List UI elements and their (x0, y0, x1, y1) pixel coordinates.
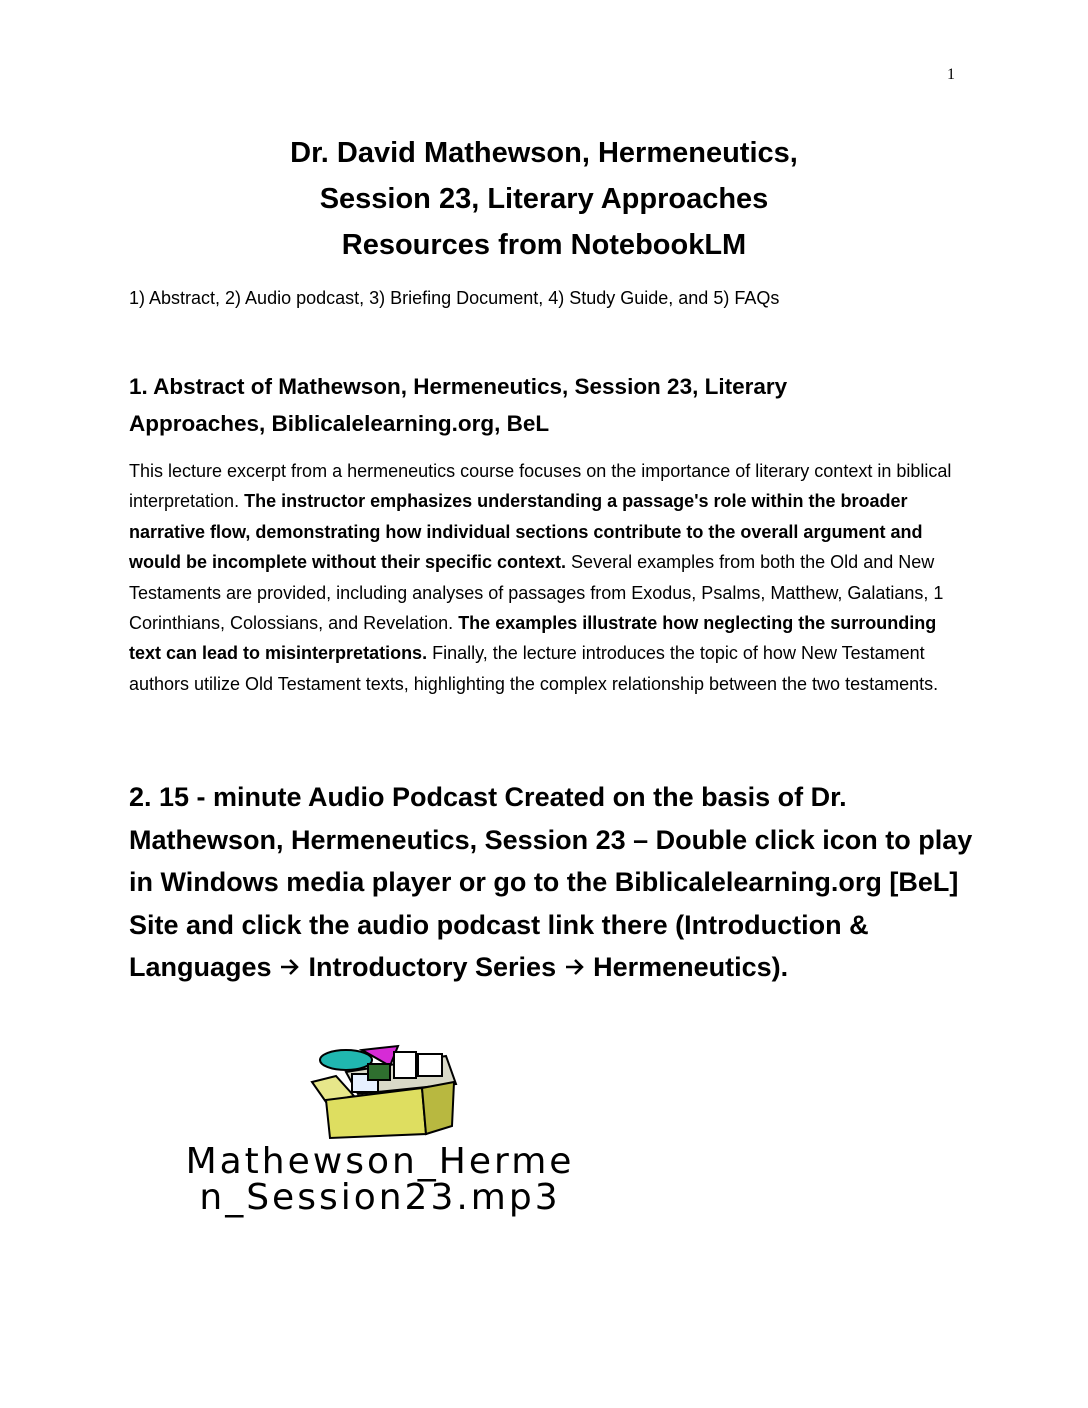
package-icon[interactable] (306, 1044, 466, 1140)
title-line-2: Session 23, Literary Approaches (319, 183, 769, 215)
arrow-right-icon (564, 956, 586, 978)
file-label-line-1: Mathewson_Herme (185, 1141, 575, 1182)
podcast-heading-text-3: Hermeneutics). (585, 952, 789, 982)
document-title (100, 130, 988, 268)
abstract-heading: 1. Abstract of Mathewson, Hermeneutics, Session 23, Literary Approaches, Biblicalelearning.org, BeL (129, 374, 788, 436)
file-label-line-2: n_Session23.mp3 (199, 1177, 561, 1218)
podcast-heading-text-2: Introductory Series (301, 952, 564, 982)
abstract-bold-2: The examples illustrate how neglecting the surrounding text can lead to misinterpretations. (129, 613, 937, 664)
contents-line: 1) Abstract, 2) Audio podcast, 3) Briefing Document, 4) Study Guide, and 5) FAQs (129, 288, 780, 308)
abstract-bold-1: The instructor emphasizes understanding a passage's role within the broader narrative flow, demonstrating how individual sections contribute to the overall argument and would be incomplete without their specific context. (129, 491, 923, 573)
abstract-text-1: This lecture excerpt from a hermeneutics course focuses on the importance of literary context in biblical interpretation. (129, 461, 952, 512)
title-line-1: Dr. David Mathewson, Hermeneutics, (290, 137, 798, 169)
podcast-heading-text-1: 2. 15 - minute Audio Podcast Created on the basis of Dr. Mathewson, Hermeneutics, Session 23 – Double click icon to play in Windows media player or go to the Biblicalelearning.org [BeL] Site and click the audio podcast link there (Introduction & Languages (129, 782, 973, 982)
abstract-paragraph (129, 456, 959, 699)
attachment-file-label[interactable] (120, 1141, 640, 1218)
podcast-heading (129, 776, 979, 989)
title-line-3: Resources from NotebookLM (341, 229, 747, 261)
page-number: 1 (947, 66, 955, 83)
abstract-text-3: Finally, the lecture introduces the topic of how New Testament authors utilize Old Testament texts, highlighting the complex relationship between the two testaments. (129, 643, 939, 694)
abstract-text-2: Several examples from both the Old and New Testaments are provided, including analyses of passages from Exodus, Psalms, Matthew, Galatians, 1 Corinthians, Colossians, and Revelation. (129, 552, 944, 634)
arrow-right-icon (279, 956, 301, 978)
